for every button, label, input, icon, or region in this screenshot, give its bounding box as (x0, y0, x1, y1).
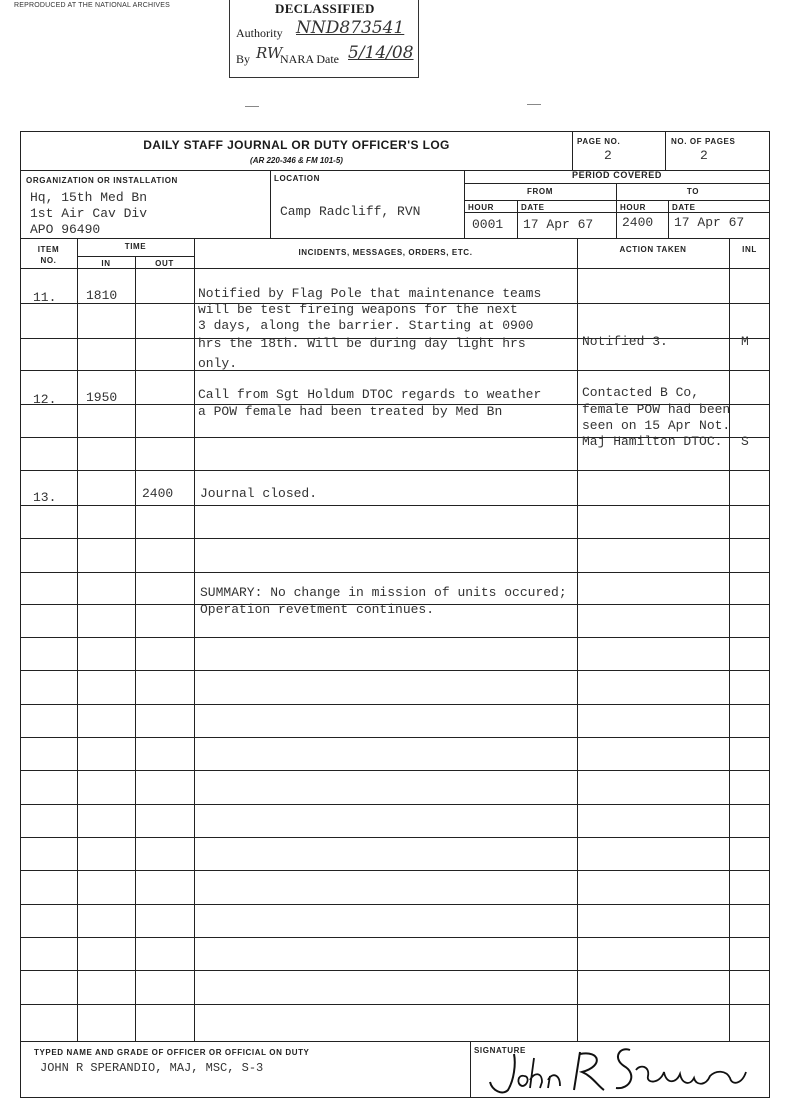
declassified-stamp (229, 0, 419, 78)
col-out-label: OUT (155, 259, 174, 268)
from-date-label: DATE (521, 203, 545, 212)
signature-text: John R Sperandio (480, 1040, 489, 1041)
stamp-by-value: RW (256, 44, 283, 62)
stamp-authority-value: NND873541 (296, 18, 405, 38)
entry-13-item-no: 13. (33, 490, 57, 505)
location-label: LOCATION (274, 174, 320, 183)
stamp-date-value: 5/14/08 (348, 43, 414, 63)
summary-line-2: Operation revetment continues. (200, 602, 435, 617)
organization-line-2: 1st Air Cav Div (30, 206, 148, 221)
to-hour-label: HOUR (620, 203, 646, 212)
summary-line-1: SUMMARY: No change in mission of units occured; (200, 585, 567, 600)
period-covered-label: PERIOD COVERED (572, 170, 662, 180)
form-subtitle: (AR 220-346 & FM 101-5) (250, 156, 343, 165)
entry-11-item-no: 11. (33, 290, 57, 305)
entry-11-text-line-2: will be test fireing weapons for the next (198, 302, 518, 317)
entry-12-action-line-1: Contacted B Co, (582, 385, 700, 400)
col-time-label: TIME (124, 242, 147, 251)
no-of-pages-label: NO. OF PAGES (671, 137, 736, 146)
entry-11-text-line-1: Notified by Flag Pole that maintenance teams (198, 286, 542, 301)
location-value: Camp Radcliff, RVN (280, 204, 421, 219)
to-date-label: DATE (672, 203, 696, 212)
entry-13-time-out: 2400 (142, 486, 174, 501)
col-no-label: NO. (40, 256, 57, 265)
period-from-label: FROM (527, 187, 553, 196)
to-hour-value: 2400 (622, 215, 654, 230)
col-item-label: ITEM (37, 245, 60, 254)
stamp-nara-label: NARA Date (280, 52, 339, 66)
entry-11-text-line-3: 3 days, along the barrier. Starting at 0900 (198, 318, 534, 333)
handwritten-signature (480, 1040, 765, 1098)
from-date-value: 17 Apr 67 (523, 217, 594, 232)
entry-11-time-in: 1810 (86, 288, 118, 303)
entry-12-action-line-4: Maj Hamilton DTOC. (582, 434, 723, 449)
entry-12-text-line-1: Call from Sgt Holdum DTOC regards to weather (198, 387, 542, 402)
to-date-value: 17 Apr 67 (674, 215, 745, 230)
stamp-authority-label: Authority (236, 26, 283, 40)
entry-12-time-in: 1950 (86, 390, 118, 405)
entry-12-text-line-2: a POW female had been treated by Med Bn (198, 404, 503, 419)
entry-11-action: Notified 3. (582, 334, 668, 349)
col-action-label: ACTION TAKEN (619, 245, 687, 254)
col-incidents-label: INCIDENTS, MESSAGES, ORDERS, ETC. (298, 248, 473, 257)
organization-label: ORGANIZATION OR INSTALLATION (26, 176, 178, 185)
form-title: DAILY STAFF JOURNAL OR DUTY OFFICER'S LOG (143, 138, 450, 152)
typed-name-value: JOHN R SPERANDIO, MAJ, MSC, S-3 (40, 1061, 264, 1075)
entry-11-inl: M (741, 334, 749, 349)
entry-12-inl: S (741, 434, 749, 449)
organization-line-3: APO 96490 (30, 222, 101, 237)
entry-11-text-line-5: only. (198, 356, 238, 371)
archive-note: REPRODUCED AT THE NATIONAL ARCHIVES (14, 2, 170, 9)
no-of-pages-value: 2 (700, 148, 708, 163)
from-hour-label: HOUR (468, 203, 494, 212)
entry-13-text: Journal closed. (200, 486, 318, 501)
from-hour-value: 0001 (472, 217, 504, 232)
entry-11-text-line-4: hrs the 18th. Will be during day light hrs (198, 336, 526, 351)
organization-line-1: Hq, 15th Med Bn (30, 190, 148, 205)
col-inl-label: INL (742, 245, 757, 254)
typed-name-label: TYPED NAME AND GRADE OF OFFICER OR OFFICIAL ON DUTY (34, 1048, 310, 1057)
entry-12-item-no: 12. (33, 392, 57, 407)
period-to-label: TO (686, 187, 700, 196)
entry-12-action-line-2: female POW had been (582, 402, 731, 417)
signature-label: SIGNATURE (474, 1046, 526, 1055)
stamp-by-label: By (236, 52, 251, 66)
stamp-title: DECLASSIFIED (275, 1, 375, 16)
col-in-label: IN (101, 259, 111, 268)
page-no-label: PAGE NO. (577, 137, 621, 146)
entry-12-action-line-3: seen on 15 Apr Not. (582, 418, 731, 433)
page-no-value: 2 (604, 148, 612, 163)
